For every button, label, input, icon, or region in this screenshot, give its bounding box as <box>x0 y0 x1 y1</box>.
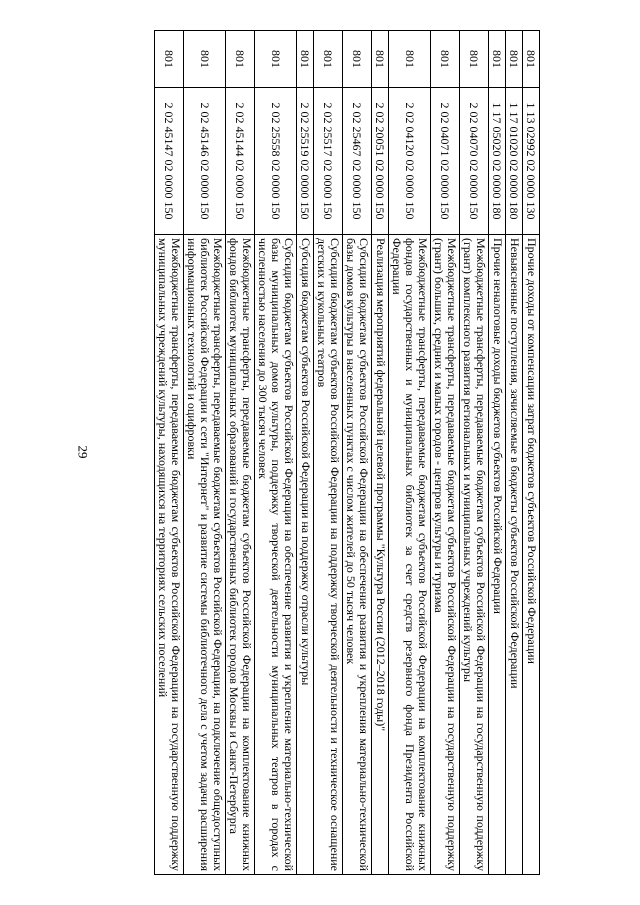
table-row <box>297 31 314 875</box>
budget-code-cell: 2 02 45144 02 0000 150 <box>226 88 255 235</box>
budget-code-cell: 2 02 20051 02 0000 150 <box>372 88 389 235</box>
description-cell: Прочие неналоговые доходы бюджетов субъектов Российской Федерации <box>489 235 506 875</box>
budget-code-cell: 2 02 04071 02 0000 150 <box>431 88 460 235</box>
document-page <box>60 30 640 875</box>
table-row <box>226 31 255 875</box>
table-row <box>314 31 343 875</box>
table-row <box>460 31 489 875</box>
budget-code-cell: 2 02 25467 02 0000 150 <box>343 88 372 235</box>
admin-code-cell: 801 <box>184 31 226 88</box>
revenue-codes-table <box>154 30 540 875</box>
table-row <box>523 31 540 875</box>
budget-code-cell: 1 13 02992 02 0000 130 <box>523 88 540 235</box>
admin-code-cell: 801 <box>155 31 184 88</box>
admin-code-cell: 801 <box>389 31 431 88</box>
admin-code-cell: 801 <box>255 31 297 88</box>
description-cell: Межбюджетные трансферты, передаваемые бюджетам субъектов Российской Федерации, на подключение общедоступных библиотек Российской Федерации к сети "Интернет" и развитие системы библиотечного дела с учетом задачи расширения информационных технологий и оцифровки <box>184 235 226 875</box>
rotated-table-container <box>60 30 540 875</box>
table-row <box>506 31 523 875</box>
budget-code-cell: 1 17 05020 02 0000 180 <box>489 88 506 235</box>
admin-code-cell: 801 <box>506 31 523 88</box>
table-row <box>431 31 460 875</box>
admin-code-cell: 801 <box>314 31 343 88</box>
budget-code-cell: 1 17 01020 02 0000 180 <box>506 88 523 235</box>
admin-code-cell: 801 <box>523 31 540 88</box>
description-cell: Субсидии бюджетам субъектов Российской Федерации на поддержку творческой деятельности и техническое оснащение детских и кукольных театров <box>314 235 343 875</box>
description-cell: Межбюджетные трансферты, передаваемые бюджетам субъектов Российской Федерации на комплектование книжных фондов библиотек муниципальных образований и государственных библиотек городов Москвы и Санкт-Петербурга <box>226 235 255 875</box>
admin-code-cell: 801 <box>343 31 372 88</box>
description-cell: Реализация мероприятий федеральной целевой программы "Культура России (2012–2018 годы)" <box>372 235 389 875</box>
description-cell: Прочие доходы от компенсации затрат бюджетов субъектов Российской Федерации <box>523 235 540 875</box>
budget-code-cell: 2 02 04070 02 0000 150 <box>460 88 489 235</box>
description-cell: Межбюджетные трансферты, передаваемые бюджетам субъектов Российской Федерации на комплектование книжных фондов государственных и муниципальных библиотек за счет средств резервного фонда Президента Российской Федерации <box>389 235 431 875</box>
table-row <box>184 31 226 875</box>
description-cell: Межбюджетные трансферты, передаваемые бюджетам субъектов Российской Федерации на государственную поддержку (грант) больших, средних и малых городов - центров культуры и туризма <box>431 235 460 875</box>
admin-code-cell: 801 <box>372 31 389 88</box>
budget-code-cell: 2 02 45146 02 0000 150 <box>184 88 226 235</box>
budget-code-cell: 2 02 45147 02 0000 150 <box>155 88 184 235</box>
table-row <box>155 31 184 875</box>
description-cell: Субсидия бюджетам субъектов Российской Федерации на поддержку отрасли культуры <box>297 235 314 875</box>
table-row <box>389 31 431 875</box>
budget-code-cell: 2 02 25517 02 0000 150 <box>314 88 343 235</box>
table-row <box>372 31 389 875</box>
description-cell: Субсидии бюджетам субъектов Российской Федерации на обеспечение развития и укрепление материально-технической базы муниципальных домов культуры, поддержку творческой деятельности муниципальных театров в городах с численностью населения до 300 тысяч человек <box>255 235 297 875</box>
admin-code-cell: 801 <box>460 31 489 88</box>
table-row <box>489 31 506 875</box>
description-cell: Невыясненные поступления, зачисляемые в бюджеты субъектов Российской Федерации <box>506 235 523 875</box>
admin-code-cell: 801 <box>431 31 460 88</box>
budget-code-cell: 2 02 04120 02 0000 150 <box>389 88 431 235</box>
budget-code-cell: 2 02 25558 02 0000 150 <box>255 88 297 235</box>
description-cell: Субсидии бюджетам субъектов Российской Федерации на обеспечение развития и укрепления материально-технической базы домов культуры в населенных пунктах с числом жителей до 50 тысяч человек <box>343 235 372 875</box>
description-cell: Межбюджетные трансферты, передаваемые бюджетам субъектов Российской Федерации на государственную поддержку муниципальных учреждений культуры, находящихся на территориях сельских поселений <box>155 235 184 875</box>
table-row <box>255 31 297 875</box>
admin-code-cell: 801 <box>226 31 255 88</box>
admin-code-cell: 801 <box>297 31 314 88</box>
page-number: 29 <box>75 445 91 459</box>
table-row <box>343 31 372 875</box>
description-cell: Межбюджетные трансферты, передаваемые бюджетам субъектов Российской Федерации на государственную поддержку (грант) комплексного развития региональных и муниципальных учреждений культуры <box>460 235 489 875</box>
budget-code-cell: 2 02 25519 02 0000 150 <box>297 88 314 235</box>
admin-code-cell: 801 <box>489 31 506 88</box>
